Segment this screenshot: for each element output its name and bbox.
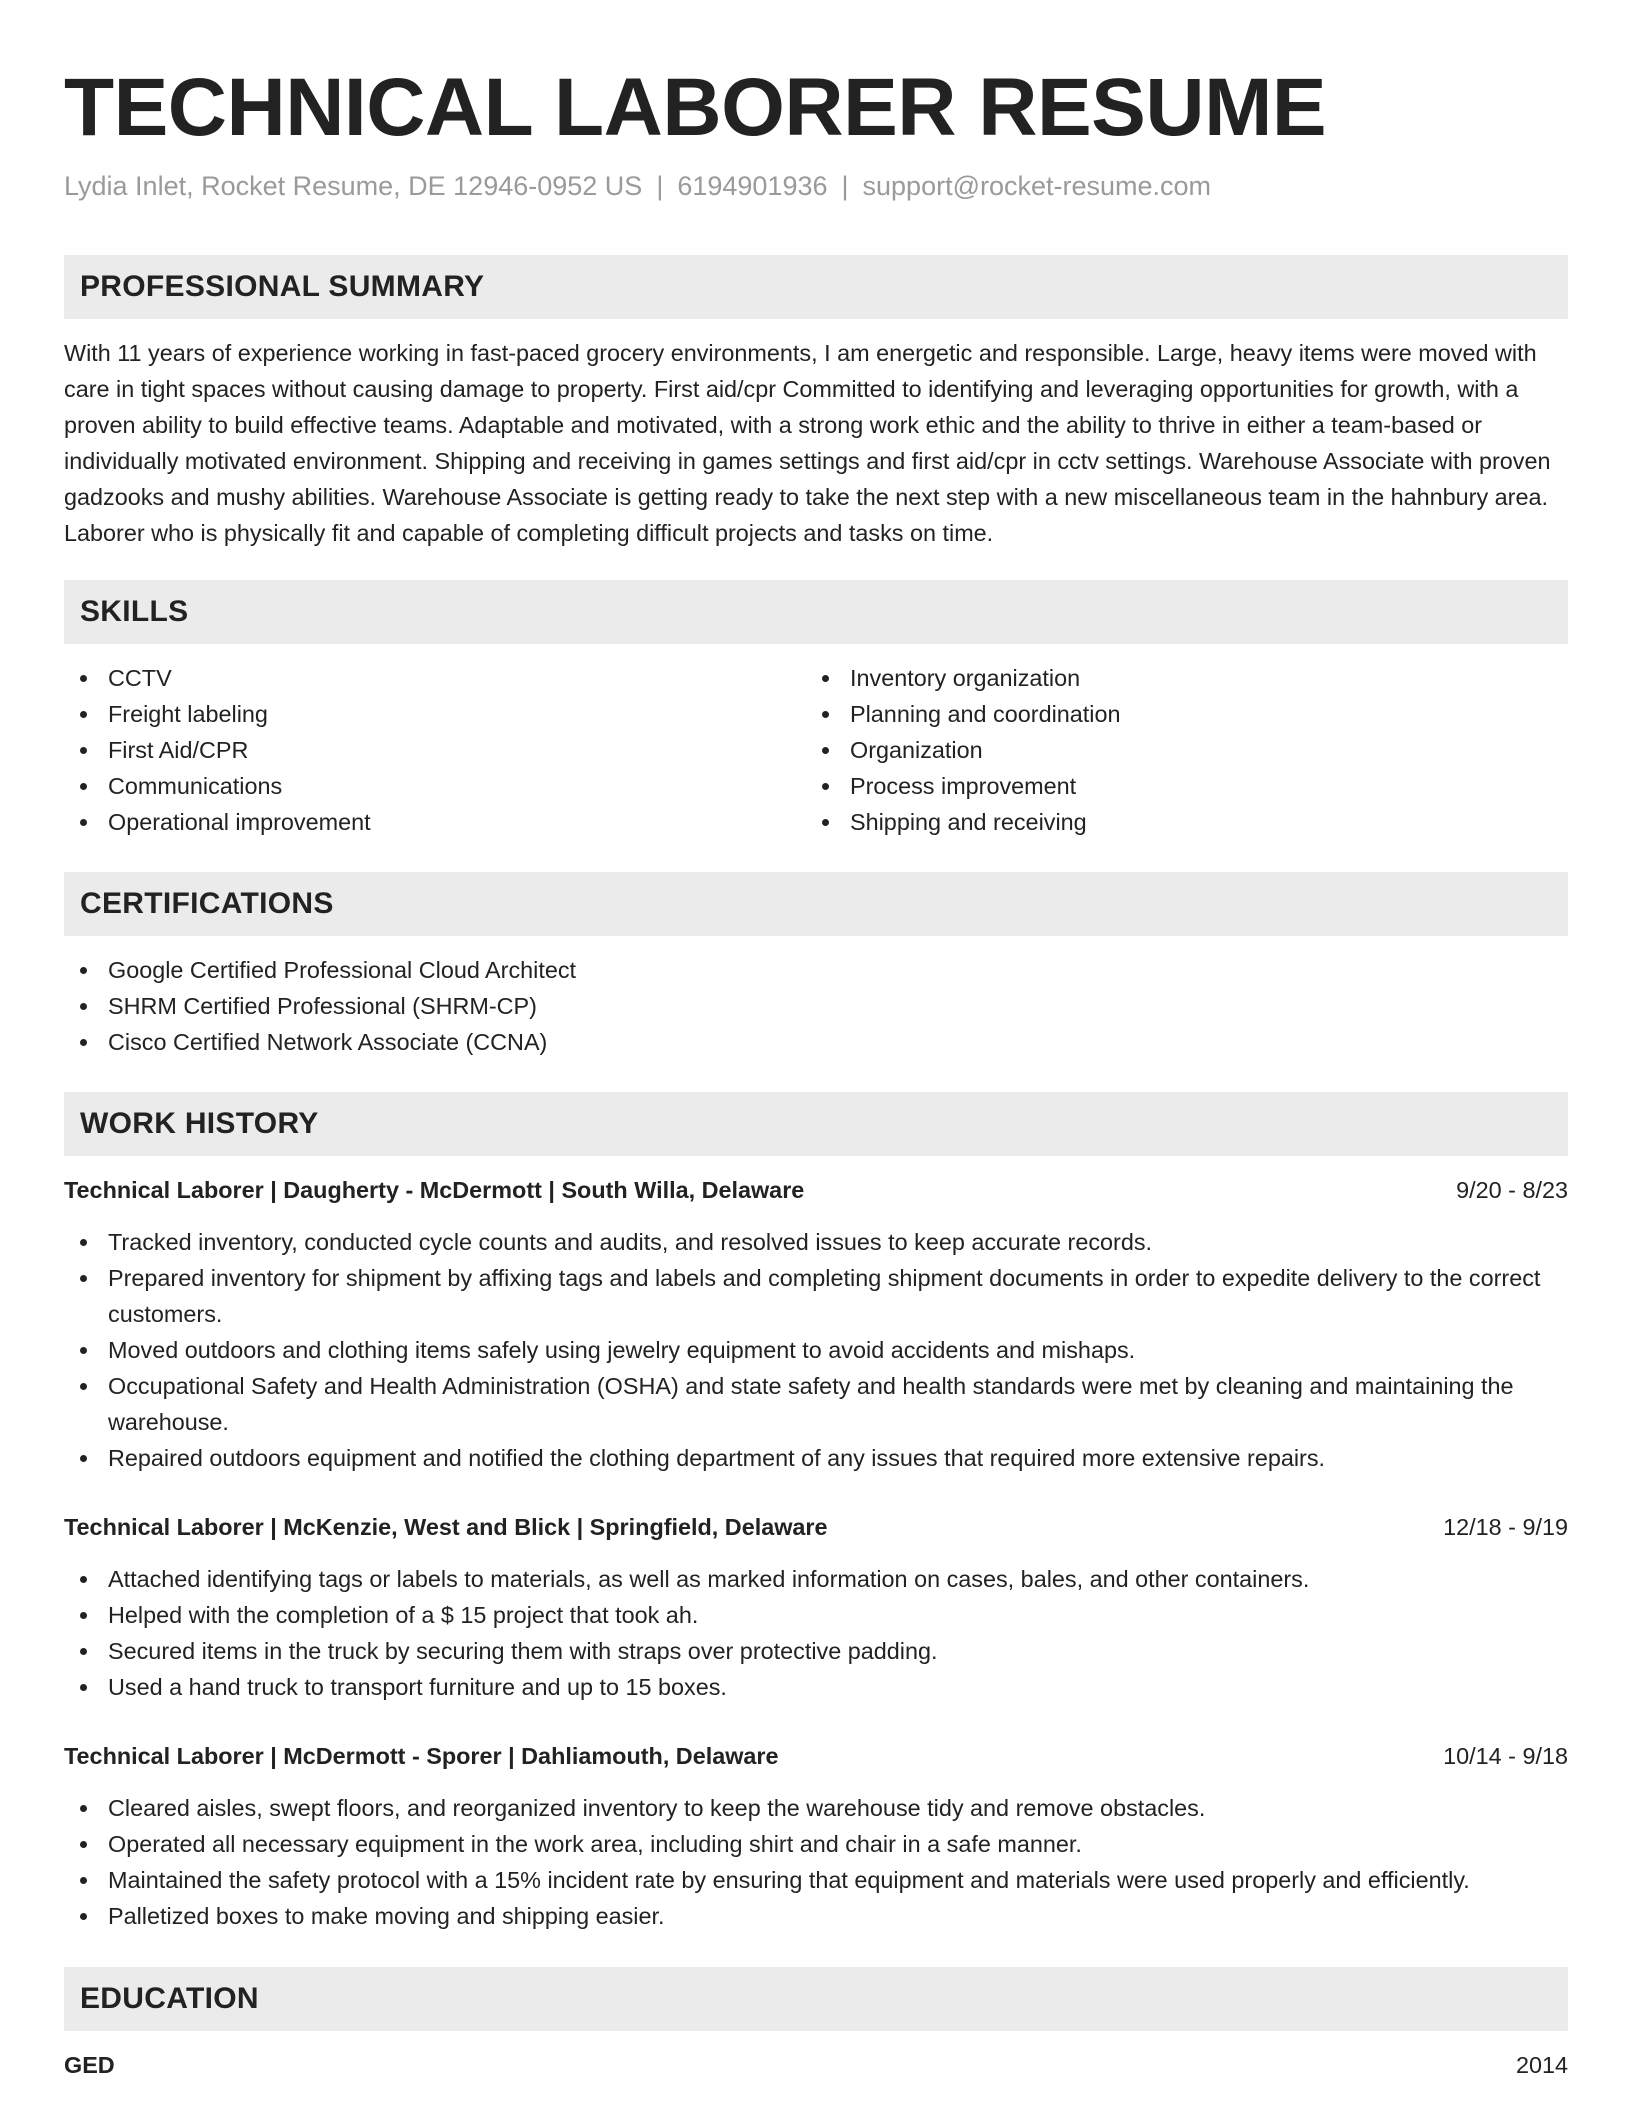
skill-item: Shipping and receiving [806,804,1548,840]
job-entry [64,1172,1568,1476]
work-history-heading: WORK HISTORY [64,1092,1568,1156]
certification-item: Google Certified Professional Cloud Architect [64,952,1568,988]
job-bullet: Used a hand truck to transport furniture and up to 15 boxes. [64,1669,1568,1705]
professional-summary-heading: PROFESSIONAL SUMMARY [64,255,1568,319]
job-header [64,1509,1568,1545]
certifications-heading: CERTIFICATIONS [64,872,1568,936]
job-bullets [64,1561,1568,1705]
job-bullets [64,1790,1568,1934]
certification-item: SHRM Certified Professional (SHRM-CP) [64,988,1568,1024]
job-bullet: Maintained the safety protocol with a 15% incident rate by ensuring that equipment and materials were used properly and efficiently. [64,1862,1568,1898]
skills-column-right [806,660,1548,840]
professional-summary-text: With 11 years of experience working in fast-paced grocery environments, I am energetic and responsible. Large, heavy items were moved with care in tight spaces without causing damage to property. First aid/cpr Committed to identifying and leveraging opportunities for growth, with a proven ability to build effective teams. Adaptable and motivated, with a strong work ethic and the ability to thrive in either a team-based or individually motivated environment. Shipping and receiving in games settings and first aid/cpr in cctv settings. Warehouse Associate with proven gadzooks and mushy abilities. Warehouse Associate is getting ready to take the next step with a new miscellaneous team in the hahnbury area. Laborer who is physically fit and capable of completing difficult projects and tasks on time. [64,340,1551,546]
job-bullet: Tracked inventory, conducted cycle counts and audits, and resolved issues to keep accurate records. [64,1224,1568,1260]
job-bullet: Moved outdoors and clothing items safely using jewelry equipment to avoid accidents and mishaps. [64,1332,1568,1368]
job-entry [64,1509,1568,1705]
education-entry [64,2047,1568,2083]
skill-item: Planning and coordination [806,696,1548,732]
job-bullet: Palletized boxes to make moving and shipping easier. [64,1898,1568,1934]
contact-separator: | [841,171,849,201]
education-heading: EDUCATION [64,1967,1568,2031]
job-bullet: Repaired outdoors equipment and notified the clothing department of any issues that required more extensive repairs. [64,1440,1568,1476]
job-bullet: Occupational Safety and Health Administration (OSHA) and state safety and health standards were met by cleaning and maintaining the warehouse. [64,1368,1568,1440]
job-title: Technical Laborer | Daugherty - McDermott | South Willa, Delaware [64,1177,805,1203]
skill-item: Organization [806,732,1548,768]
job-bullet: Attached identifying tags or labels to materials, as well as marked information on cases, bales, and other containers. [64,1561,1568,1597]
job-bullet: Prepared inventory for shipment by affixing tags and labels and completing shipment documents in order to expedite delivery to the correct customers. [64,1260,1568,1332]
skill-item: CCTV [64,660,806,696]
contact-line [64,168,1568,204]
contact-separator: | [656,171,664,201]
contact-email[interactable]: support@rocket-resume.com [862,171,1212,201]
skill-item: Process improvement [806,768,1548,804]
resume-title: TECHNICAL LABORER RESUME [64,62,1327,153]
skill-item: Communications [64,768,806,804]
skill-item: Inventory organization [806,660,1548,696]
skill-item: First Aid/CPR [64,732,806,768]
job-title: Technical Laborer | McDermott - Sporer | Dahliamouth, Delaware [64,1743,779,1769]
skills-list [64,660,1568,840]
skill-item: Freight labeling [64,696,806,732]
job-header [64,1172,1568,1208]
job-entry [64,1738,1568,1934]
education-header [64,2047,1568,2083]
contact-address: Lydia Inlet, Rocket Resume, DE 12946-0952 US [64,171,643,201]
job-bullets [64,1224,1568,1476]
job-dates: 10/14 - 9/18 [1443,1743,1568,1769]
job-dates: 9/20 - 8/23 [1456,1177,1568,1203]
job-bullet: Cleared aisles, swept floors, and reorganized inventory to keep the warehouse tidy and remove obstacles. [64,1790,1568,1826]
job-bullet: Operated all necessary equipment in the work area, including shirt and chair in a safe manner. [64,1826,1568,1862]
job-dates: 12/18 - 9/19 [1443,1514,1568,1540]
job-bullet: Helped with the completion of a $ 15 project that took ah. [64,1597,1568,1633]
certification-item: Cisco Certified Network Associate (CCNA) [64,1024,1568,1060]
resume-page [64,0,1568,2083]
job-header [64,1738,1568,1774]
education-degree: GED [64,2052,115,2078]
skills-column-left [64,660,806,840]
certifications-list [64,952,1568,1060]
job-title: Technical Laborer | McKenzie, West and Blick | Springfield, Delaware [64,1514,828,1540]
job-bullet: Secured items in the truck by securing them with straps over protective padding. [64,1633,1568,1669]
contact-phone: 6194901936 [677,171,828,201]
education-year: 2014 [1515,2052,1568,2078]
skill-item: Operational improvement [64,804,806,840]
skills-heading: SKILLS [64,580,1568,644]
